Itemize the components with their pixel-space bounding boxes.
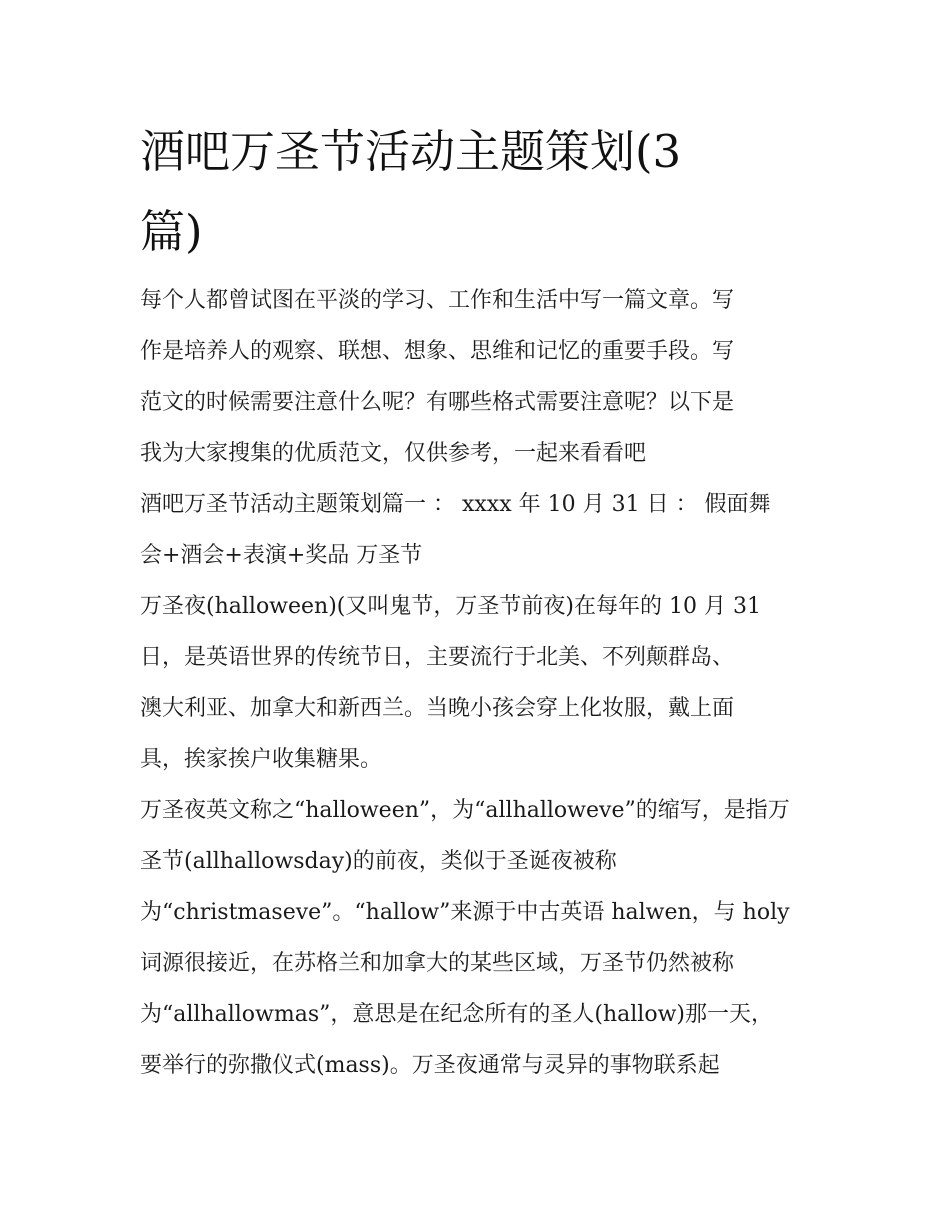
body-line: 为“allhallowmas”，意思是在纪念所有的圣人(hallow)那一天， bbox=[140, 1002, 773, 1027]
title-line-2: 篇) bbox=[140, 205, 203, 258]
body-line: 酒吧万圣节活动主题策划篇一 ： xxxx 年 10 月 31 日 ： 假面舞 bbox=[140, 492, 771, 517]
body-line: 圣节(allhallowsday)的前夜，类似于圣诞夜被称 bbox=[140, 849, 617, 874]
body-line: 我为大家搜集的优质范文，仅供参考，一起来看看吧 bbox=[140, 441, 647, 466]
body-line: 日，是英语世界的传统节日，主要流行于北美、不列颠群岛、 bbox=[140, 645, 735, 670]
document-title bbox=[140, 112, 760, 272]
document-body bbox=[140, 275, 812, 1091]
body-line: 范文的时候需要注意什么呢？有哪些格式需要注意呢？以下是 bbox=[140, 390, 735, 415]
body-line: 澳大利亚、加拿大和新西兰。当晚小孩会穿上化妆服，戴上面 bbox=[140, 696, 735, 721]
body-line: 具，挨家挨户收集糖果。 bbox=[140, 747, 383, 772]
body-line: 为“christmaseve”。“hallow”来源于中古英语 halwen，与 holy bbox=[140, 900, 790, 925]
title-line-1: 酒吧万圣节活动主题策划(3 bbox=[140, 125, 682, 178]
body-line: 要举行的弥撒仪式(mass)。万圣夜通常与灵异的事物联系起 bbox=[140, 1053, 720, 1078]
body-line: 万圣夜英文称之“halloween”，为“allhalloweve”的缩写，是指万 bbox=[140, 798, 790, 823]
body-line: 词源很接近，在苏格兰和加拿大的某些区域，万圣节仍然被称 bbox=[140, 951, 735, 976]
body-line: 每个人都曾试图在平淡的学习、工作和生活中写一篇文章。写 bbox=[140, 288, 735, 313]
body-line: 作是培养人的观察、联想、想象、思维和记忆的重要手段。写 bbox=[140, 339, 735, 364]
body-line: 万圣夜(halloween)(又叫鬼节，万圣节前夜)在每年的 10 月 31 bbox=[140, 594, 761, 619]
body-line: 会+酒会+表演+奖品 万圣节 bbox=[140, 543, 423, 568]
